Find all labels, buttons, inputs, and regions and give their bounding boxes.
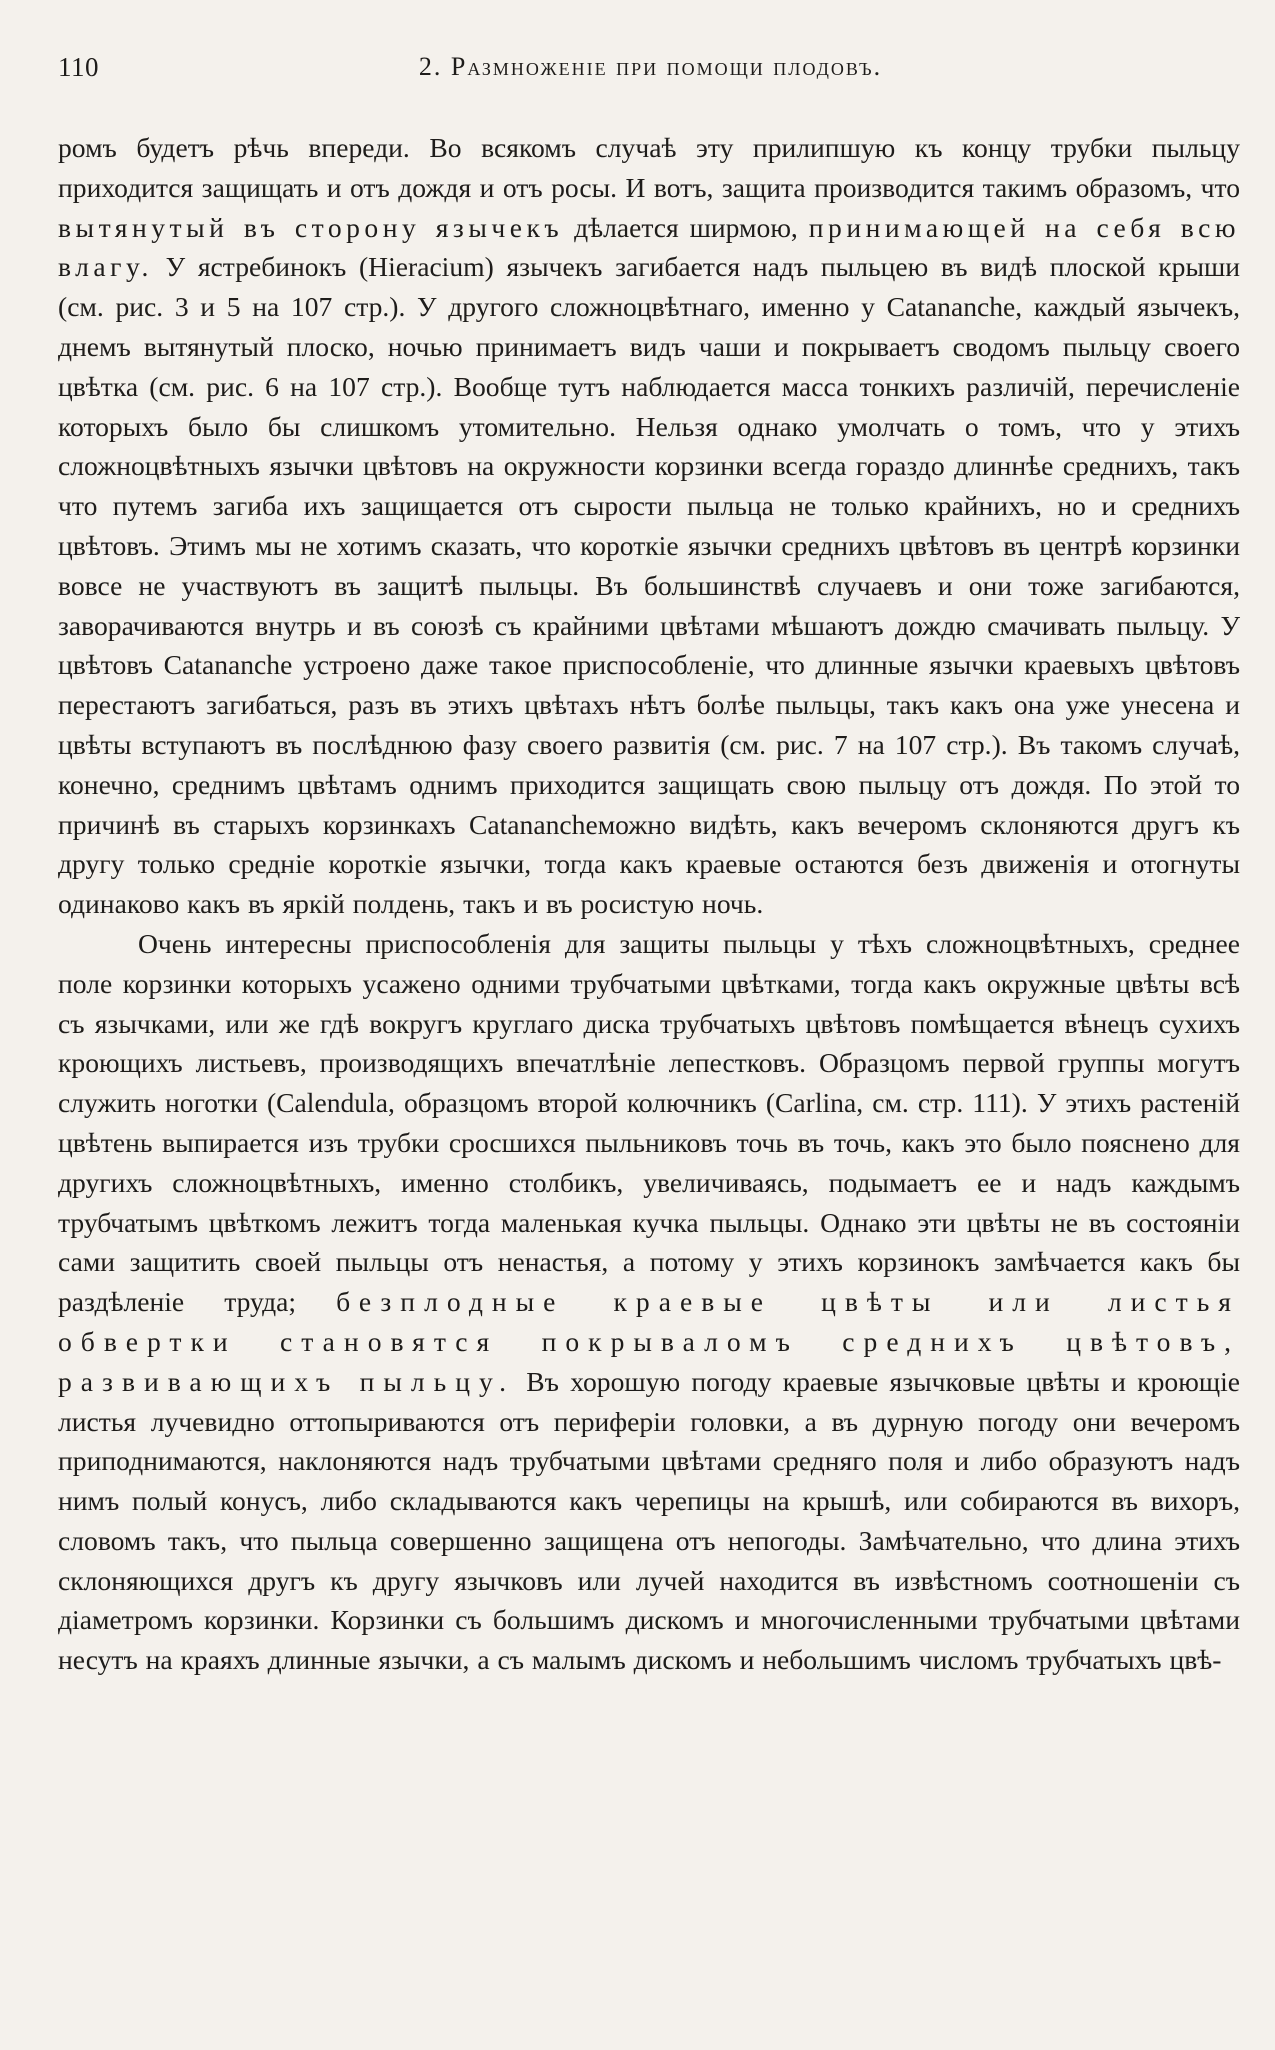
page-number: 110 xyxy=(58,52,99,82)
paragraph-2 xyxy=(58,924,1240,1680)
emphasis-receiving-moisture: принимающей на себя всю влагу. xyxy=(58,211,1240,283)
paragraph-1-text-b: дѣлается ширмою, xyxy=(563,211,809,243)
emphasis-extended-tongue: вытянутый въ сторону язычекъ xyxy=(58,211,564,243)
emphasis-sterile-flowers: безплодные краевые цвѣты или листья обвертки становятся покрываломъ среднихъ цвѣтовъ, развивающихъ пыльцу. xyxy=(58,1286,1240,1397)
paragraph-1-text-a: ромъ будетъ рѣчь впереди. Во всякомъ случаѣ эту прилипшую къ концу трубки пыльцу приходится защищать и отъ дождя и отъ росы. И вотъ, защита производится такимъ образомъ, что xyxy=(58,132,1240,203)
paragraph-1 xyxy=(58,128,1240,924)
paragraph-2-text-a: Очень интересны приспособленія для защиты пыльцы у тѣхъ сложноцвѣтныхъ, среднее поле корзинки которыхъ усажено одними трубчатыми цвѣтками, тогда какъ окружные цвѣты всѣ съ язычками, или же гдѣ вокругъ круглаго диска трубчатыхъ цвѣтовъ помѣщается вѣнецъ сухихъ кроющихъ листьевъ, производящихъ впечатлѣніе лепестковъ. Образцомъ первой группы могутъ служить ноготки (Calendula, образцомъ второй колючникъ (Carlina, см. стр. 111). У этихъ растеній цвѣтень выпирается изъ трубки сросшихся пыльниковъ точь въ точь, какъ это было пояснено для другихъ сложноцвѣтныхъ, именно столбикъ, увеличиваясь, подымаетъ ее и надъ каждымъ трубчатымъ цвѣткомъ лежитъ тогда маленькая кучка пыльцы. Однако эти цвѣты не въ состояніи сами защитить своей пыльцы отъ ненастья, а потому у этихъ корзинокъ замѣчается какъ бы раздѣленіе труда; xyxy=(58,927,1240,1318)
paragraph-1-text-c: У ястребинокъ (Hieracium) язычекъ загибается надъ пыльцею въ видѣ плоской крыши (см. рис. 3 и 5 на 107 стр.). У другого сложноцвѣтнаго, именно у Catananche, каждый язычекъ, днемъ вытянутый плоско, ночью принимаетъ видъ чаши и покрываетъ сводомъ пыльцу своего цвѣтка (см. рис. 6 на 107 стр.). Вообще тутъ наблюдается масса тонкихъ различій, перечисленіе которыхъ было бы слишкомъ утомительно. Нельзя однако умолчать о томъ, что у этихъ сложноцвѣтныхъ язычки цвѣтовъ на окружности корзинки всегда гораздо длиннѣе среднихъ, такъ что путемъ загиба ихъ защищается отъ сырости пыльца не только крайнихъ, но и среднихъ цвѣтовъ. Этимъ мы не хотимъ сказать, что короткіе язычки среднихъ цвѣтовъ въ центрѣ корзинки вовсе не участвуютъ въ защитѣ пыльцы. Въ большинствѣ случаевъ и они тоже загибаются, заворачиваются внутрь и въ союзѣ съ крайними цвѣтами мѣшаютъ дождю смачивать пыльцу. У цвѣтовъ Catananche устроено даже такое приспособленіе, что длинные язычки краевыхъ цвѣтовъ перестаютъ загибаться, разъ въ этихъ цвѣтахъ нѣтъ болѣе пыльцы, такъ какъ она уже унесена и цвѣты вступаютъ въ послѣднюю фазу своего развитія (см. рис. 7 на 107 стр.). Въ такомъ случаѣ, конечно, среднимъ цвѣтамъ однимъ приходится защищать свою пыльцу отъ дождя. По этой то причинѣ въ старыхъ корзинкахъ Catanancheможно видѣть, какъ вечеромъ склоняются другъ къ другу только средніе короткіе язычки, тогда какъ краевые остаются безъ движенія и отогнуты одинаково какъ въ яркій полдень, такъ и въ росистую ночь. xyxy=(58,251,1240,920)
page-header xyxy=(58,52,1243,92)
paragraph-2-text-b: Въ хорошую погоду краевые язычковые цвѣты и кроющіе листья лучевидно оттопыриваются отъ периферіи головки, а въ дурную погоду они вечеромъ приподнимаются, наклоняются надъ трубчатыми цвѣтами средняго поля и либо образуютъ надъ нимъ полый конусъ, либо складываются какъ черепицы на крышѣ, или собираются въ вихоръ, словомъ такъ, что пыльца совершенно защищена отъ непогоды. Замѣчательно, что длина этихъ склоняющихся другъ къ другу язычковъ или лучей находится въ извѣстномъ соотношеніи съ діаметромъ корзинки. Корзинки съ большимъ дискомъ и многочисленными трубчатыми цвѣтами несутъ на краяхъ длинные язычки, а съ малымъ дискомъ и небольшимъ числомъ трубчатыхъ цвѣ- xyxy=(58,1365,1240,1676)
body-text xyxy=(58,128,1240,1680)
running-title: 2. Размноженіе при помощи плодовъ. xyxy=(418,52,883,81)
